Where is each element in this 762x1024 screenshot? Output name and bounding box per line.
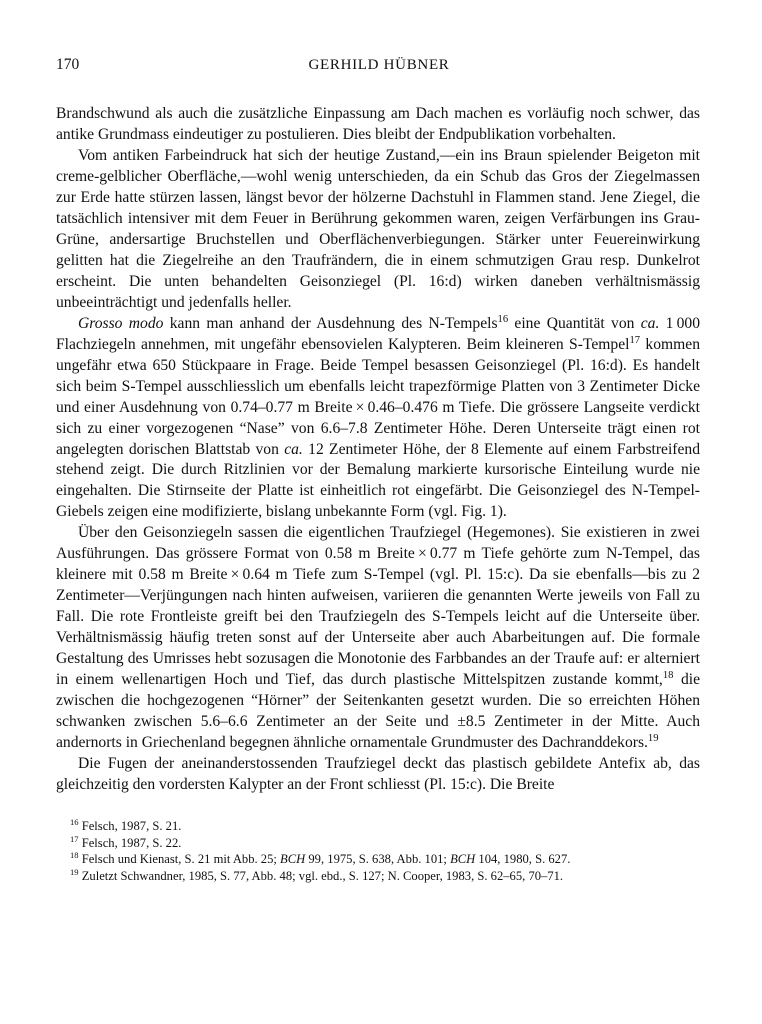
paragraph-4: Über den Geisonziegeln sassen die eigentlichen Traufziegel (Hegemones). Sie existieren in zwei Ausführungen. Das grössere Format von 0.58 m Breite × 0.77 m Tiefe gehörte zum N-Tempel, das kleinere mit 0.58 m Breite × 0.64 m Tiefe zum S-Tempel (vgl. Pl. 15:c). Da sie ebenfalls—bis zu 2 Zentimeter—Verjüngungen nach hinten aufweisen, variieren die genannten Werte jeweils von Fall zu Fall. Die rote Frontleiste greift bei den Traufziegeln des S-Tempels leicht auf die Unterseite über. Verhältnismässig häufig treten sonst auf der Unterseite aber auch Abarbeitungen auf. Die formale Gestaltung des Umrisses hebt sozusagen die Monotonie des Farbbandes an der Traufe auf: er alterniert in einem wellenartigen Hoch und Tief, das durch plastische Mittelspitzen zustande kommt,$^{18}$ die zwischen die hochgezogenen “Hörner” der Seitenkanten gesetzt wurden. Die so erreichten Höhen schwanken zwischen 5.6–6.6 Zentimeter an der Seite und ±8.5 Zentimeter in der Mitte. Auch andernorts in Griechenland begegnen ähnliche ornamentale Grundmuster des Dachranddekors.$^{19}$ xyxy=(56,524,701,752)
footnote-text-19: Zuletzt Schwandner, 1985, S. 77, Abb. 48; vgl. ebd., S. 127; N. Cooper, 1983, S. 62–65, 70–71. xyxy=(81,869,564,884)
abbrev-ca-2: ca. xyxy=(284,440,303,458)
footnote-marker-19: 19 xyxy=(70,866,79,877)
abbrev-ca-1: ca. xyxy=(640,314,660,332)
footnote-text-17: Felsch, 1987, S. 22. xyxy=(81,835,182,850)
footnote-18: $^{18}$ Felsch und Kienast, S. 21 mit Abb. 25; BCH 99, 1975, S. 638, Abb. 101; BCH 104, 1980, S. 627. xyxy=(70,850,571,867)
footnote-16 xyxy=(56,818,700,835)
footnote-ref-17[interactable]: 17 xyxy=(629,334,641,346)
footnote-marker-16: 16 xyxy=(70,816,79,827)
footnote-19 xyxy=(56,868,700,885)
paragraph-2: Vom antiken Farbeindruck hat sich der heutige Zustand,—ein ins Braun spielender Beigeton mit creme-gelblicher Oberfläche,—wohl wenig unterschieden, da ein Schub das Gros der Ziegelmassen zur Erde hatte stürzen lassen, längst bevor der hölzerne Dachstuhl in Flammen stand. Jene Ziegel, die tatsächlich intensiver mit dem Feuer in Berührung gekommen waren, zeigen Verfärbungen ins Grau-Grüne, andersartige Bruchstellen und Oberflächenverbiegungen. Stärker unter Feuereinwirkung gelitten hat die Ziegelreihe an den Traufrändern, die in einem schmutzigen Grau resp. Dunkelrot erscheint. Die unten behandelten Geisonziegel (Pl. 16:d) wirken daneben verhältnismässig unbeeinträchtigt und jedenfalls heller. xyxy=(56,146,700,311)
latin-phrase-grosso-modo: Grosso modo xyxy=(78,314,164,332)
footnote-marker-18: 18 xyxy=(70,850,79,861)
footnotes xyxy=(56,818,700,885)
running-head-title: GERHILD HÜBNER xyxy=(308,57,450,73)
paragraph-1: Brandschwund als auch die zusätzliche Einpassung am Dach machen es vorläufig noch schwer, das antike Grundmass eindeutiger zu postulieren. Dies bleibt der Endpublikation vorbehalten. xyxy=(56,105,700,143)
running-head xyxy=(56,56,700,76)
paragraph-5: Die Fugen der aneinanderstossenden Traufziegel deckt das plastisch gebildete Antefix ab, das gleichzeitig den vordersten Kalypter an der Front schliesst (Pl. 15:c). Die Breite xyxy=(56,755,700,793)
footnote-ref-18[interactable]: 18 xyxy=(662,669,674,681)
footnote-ref-16[interactable]: 16 xyxy=(497,313,509,325)
footnote-text-16: Felsch, 1987, S. 21. xyxy=(81,818,182,833)
footnote-17 xyxy=(56,835,700,852)
journal-abbrev-bch-2: BCH xyxy=(450,852,476,867)
footnote-ref-19[interactable]: 19 xyxy=(647,732,659,744)
paragraph-3: Grosso modo kann man anhand der Ausdehnung des N-Tempels$^{16}$ eine Quantität von ca. 1 000 Flachziegeln annehmen, mit ungefähr ebensovielen Kalypteren. Beim kleineren S-Tempel$^{17}$ kommen ungefähr etwa 650 Stückpaare in Frage. Beide Tempel besassen Geisonziegel (Pl. 16:d). Es handelt sich beim S-Tempel ausschliesslich um ebenfalls leicht trapezförmige Platten von 3 Zentimeter Dicke und einer Ausdehnung von 0.74–0.77 m Breite × 0.46–0.476 m Tiefe. Die grössere Langseite verdickt sich zu einer vorgezogenen “Nase” von 6.6–7.8 Zentimeter Höhe. Deren Unterseite trägt einen rot angelegten dorischen Blattstab von ca. 12 Zentimeter Höhe, der 8 Elemente auf einem Farbstreifend stehend zeigt. Die durch Ritzlinien vor der Bemalung markierte kursorische Einteilung wurde nie eingehalten. Die Stirnseite der Platte ist einheitlich rot eingefärbt. Die Geisonziegel des N-Tempel-Giebels zeigen eine modifizierte, bislang unbekannte Form (vgl. Fig. 1). xyxy=(56,313,700,521)
footnote-marker-17: 17 xyxy=(70,833,79,844)
journal-abbrev-bch-1: BCH xyxy=(280,852,306,867)
page-number: 170 xyxy=(56,56,80,73)
body-text xyxy=(56,104,700,796)
